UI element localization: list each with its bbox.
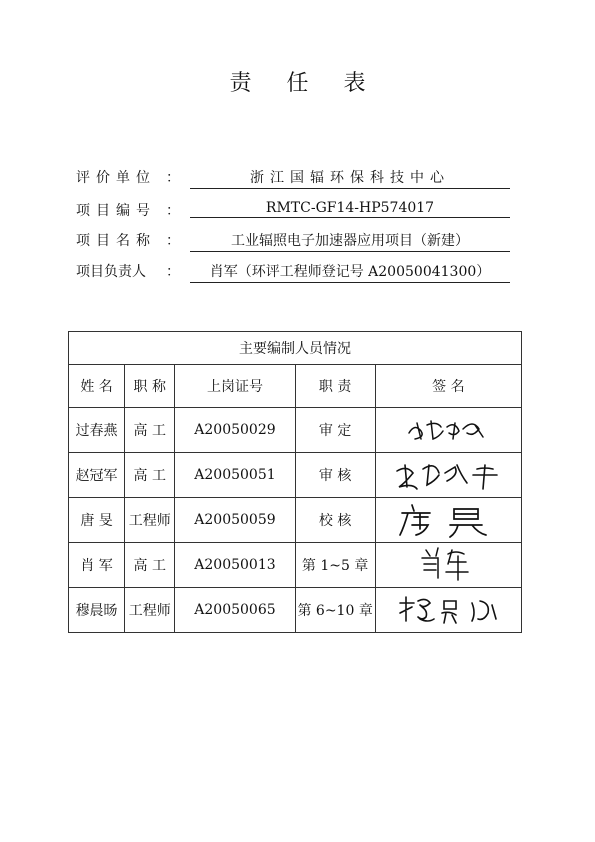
cell-signature (375, 588, 521, 633)
handwritten-signature (393, 459, 503, 491)
cell-title: 工程师 (125, 498, 175, 543)
cell-signature (375, 453, 521, 498)
evaluation-unit-value: 浙江国辐环保科技中心 (190, 167, 510, 189)
cell-name: 穆晨旸 (69, 588, 125, 633)
handwritten-signature (403, 415, 493, 445)
handwritten-signature (418, 546, 478, 584)
cell-duty: 审 定 (295, 408, 375, 453)
cell-title: 高 工 (125, 453, 175, 498)
cell-name: 过春燕 (69, 408, 125, 453)
cell-duty: 第 1~5 章 (295, 543, 375, 588)
info-colon: ： (166, 264, 180, 280)
table-row (69, 498, 522, 543)
cell-title: 工程师 (125, 588, 175, 633)
cell-title: 高 工 (125, 408, 175, 453)
staff-table (68, 331, 522, 633)
cell-cert: A20050065 (175, 588, 295, 633)
cell-duty: 审 核 (295, 453, 375, 498)
header-signature: 签 名 (375, 365, 521, 408)
cell-duty: 第 6~10 章 (295, 588, 375, 633)
info-label: 项目负责人 (76, 264, 146, 280)
header-name: 姓 名 (69, 365, 125, 408)
handwritten-signature (396, 593, 500, 627)
cell-signature (375, 543, 521, 588)
table-row (69, 453, 522, 498)
table-header-row (69, 365, 522, 408)
info-label: 项目编号 (76, 203, 156, 219)
info-label: 评价单位 (76, 170, 156, 186)
cell-name: 唐 旻 (69, 498, 125, 543)
cell-cert: A20050013 (175, 543, 295, 588)
cell-cert: A20050059 (175, 498, 295, 543)
project-name-value: 工业辐照电子加速器应用项目（新建） (190, 230, 510, 252)
project-leader-value: 肖军（环评工程师登记号 A20050041300） (190, 261, 510, 283)
info-colon: ： (166, 203, 180, 219)
project-number-value: RMTC-GF14-HP574017 (190, 200, 510, 218)
cell-cert: A20050051 (175, 453, 295, 498)
header-duty: 职 责 (295, 365, 375, 408)
page-title: 责 任 表 (229, 71, 380, 96)
table-row (69, 588, 522, 633)
table-caption-row (69, 332, 522, 365)
cell-cert: A20050029 (175, 408, 295, 453)
cell-name: 肖 军 (69, 543, 125, 588)
info-colon: ： (166, 233, 180, 249)
header-title: 职 称 (125, 365, 175, 408)
table-caption: 主要编制人员情况 (69, 332, 522, 365)
cell-duty: 校 核 (295, 498, 375, 543)
info-label: 项目名称 (76, 233, 156, 249)
info-colon: ： (166, 170, 180, 186)
cell-signature (375, 498, 521, 543)
table-row (69, 543, 522, 588)
cell-name: 赵冠军 (69, 453, 125, 498)
table-row (69, 408, 522, 453)
header-cert: 上岗证号 (175, 365, 295, 408)
cell-title: 高 工 (125, 543, 175, 588)
cell-signature (375, 408, 521, 453)
handwritten-signature (398, 501, 498, 539)
